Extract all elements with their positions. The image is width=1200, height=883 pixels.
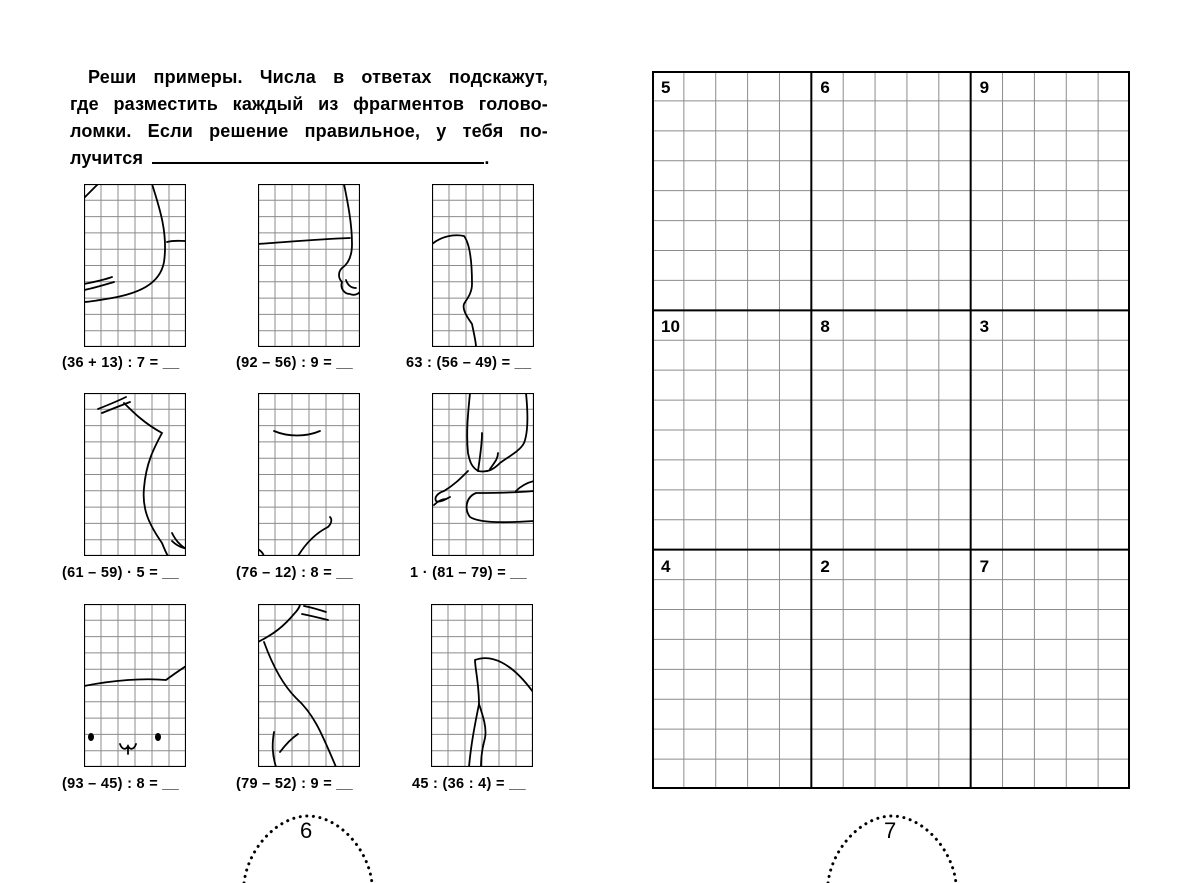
grid-cell-number: 6 (820, 78, 830, 97)
puzzle-piece-2 (258, 184, 360, 347)
puzzle-expression-6: 1 · (81 – 79) = __ (410, 565, 528, 581)
puzzle-piece-3 (432, 184, 534, 347)
puzzle-piece-9 (431, 604, 533, 767)
puzzle-expression-4: (61 – 59) · 5 = __ (62, 565, 180, 581)
grid-cell-number: 3 (979, 317, 990, 337)
right-page (600, 0, 1200, 883)
puzzle-piece-6 (432, 393, 534, 556)
answer-blank[interactable] (152, 146, 484, 164)
page-number: 6 (300, 818, 313, 843)
grid-cell-number: 5 (661, 78, 671, 97)
puzzle-expression-9: 45 : (36 : 4) = __ (412, 776, 526, 792)
grid-cell-number: 9 (979, 78, 990, 97)
puzzle-expression-8: (79 – 52) : 9 = __ (236, 776, 354, 792)
assembly-grid (652, 71, 1130, 789)
puzzle-expression-1: (36 + 13) : 7 = __ (62, 355, 180, 371)
puzzle-piece-5 (258, 393, 360, 556)
grid-cell-number: 10 (661, 317, 680, 337)
instruction-line-1: Реши примеры. Числа в ответах подскажут, (88, 67, 548, 87)
puzzle-piece-7 (84, 604, 186, 767)
puzzle-expression-5: (76 – 12) : 8 = __ (236, 565, 354, 581)
instruction-line-4: лучится . (70, 148, 490, 168)
instruction-line-2: где разместить каждый из фрагментов голово- (70, 94, 548, 114)
puzzle-piece-1 (84, 184, 186, 347)
grid-cell-number: 2 (820, 556, 830, 576)
grid-cell-number: 8 (820, 317, 830, 337)
grid-cell-number: 4 (661, 556, 671, 576)
puzzle-expression-3: 63 : (56 – 49) = __ (406, 355, 532, 371)
puzzle-piece-4 (84, 393, 186, 556)
puzzle-expression-2: (92 – 56) : 9 = __ (236, 355, 354, 371)
puzzle-expression-7: (93 – 45) : 8 = __ (62, 776, 180, 792)
grid-cell-number: 7 (979, 556, 990, 576)
page-number: 7 (884, 818, 897, 843)
instruction-text (70, 64, 548, 172)
instruction-line-3: ломки. Если решение правильное, у тебя по- (70, 121, 548, 141)
puzzle-piece-8 (258, 604, 360, 767)
